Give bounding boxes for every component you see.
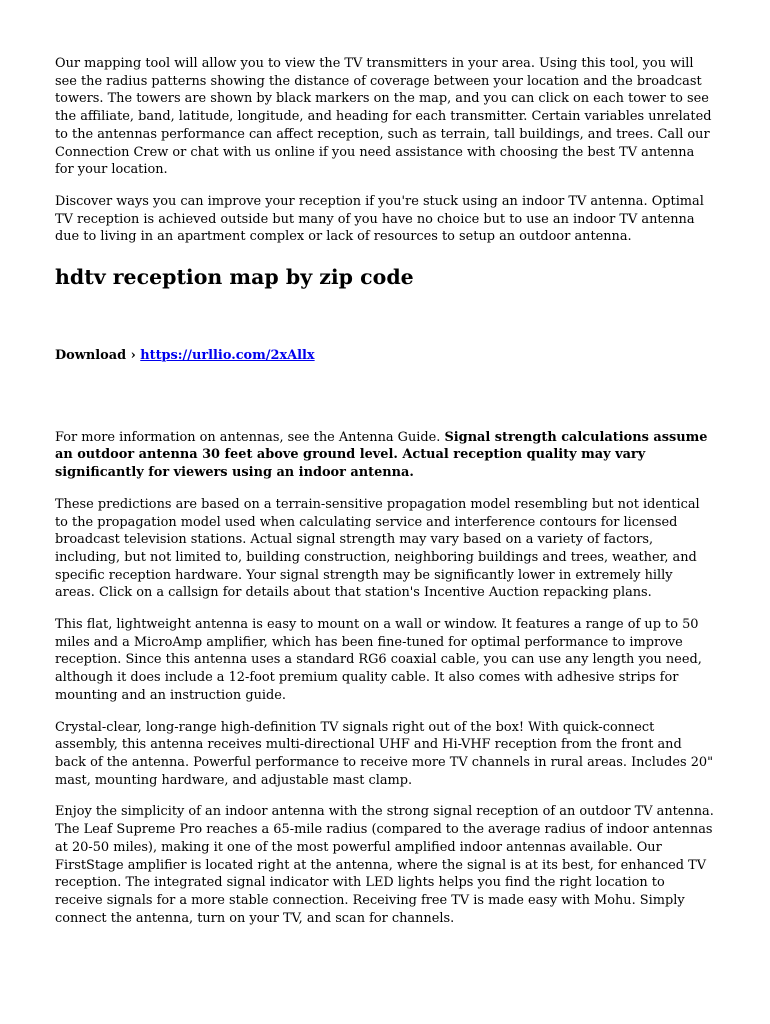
antenna-guide-paragraph [55,429,715,482]
long-range-antenna-paragraph: Crystal-clear, long-range high-definition TV signals right out of the box! With quick-connect assembly, this antenna receives multi-directional UHF and Hi-VHF reception from the front and back of the antenna. Powerful performance to receive more TV channels in rural areas. Includes 20" mast, mounting hardware, and adjustable mast clamp. [55,719,714,788]
leaf-supreme-pro-paragraph: Enjoy the simplicity of an indoor antenna with the strong signal reception of an outdoor TV antenna. The Leaf Supreme Pro reaches a 65-mile radius (compared to the average radius of indoor antennas at 20-50 miles), making it one of the most powerful amplified indoor antennas available. Our FirstStage amplifier is located right at the antenna, where the signal is at its best, for enhanced TV reception. The integrated signal indicator with LED lights helps you find the right location to receive signals for a more stable connection. Receiving free TV is made easy with Mohu. Simply connect the antenna, turn on your TV, and scan for channels. [55,804,714,926]
download-link[interactable]: https://urllio.com/2xAllx [140,348,315,364]
download-label: Download › [55,348,136,364]
flat-antenna-paragraph: This flat, lightweight antenna is easy to mount on a wall or window. It features a range of up to 50 miles and a MicroAmp amplifier, which has been fine-tuned for optimal performance to improve reception. Since this antenna uses a standard RG6 coaxial cable, you can use any length you need, although it does include a 12-foot premium quality cable. It also comes with adhesive strips for mounting and an instruction guide. [55,617,702,703]
predictions-paragraph: These predictions are based on a terrain-sensitive propagation model resembling but not identical to the propagation model used when calculating service and interference contours for licensed broadcast television stations. Actual signal strength may vary based on a variety of factors, including, but not limited to, building construction, neighboring buildings and trees, weather, and specific reception hardware. Your signal strength may be significantly lower in extremely hilly areas. Click on a callsign for details about that station's Incentive Auction repacking plans. [55,496,700,601]
antenna-guide-text: For more information on antennas, see the Antenna Guide. [55,429,445,445]
signal-strength-note: Signal strength calculations assume an outdoor antenna 30 feet above ground level. Actual reception quality may vary significantly for viewers using an indoor antenna. [55,429,708,481]
page-heading: hdtv reception map by zip code [55,265,414,290]
download-line [55,347,715,365]
intro-paragraph-mapping-tool: Our mapping tool will allow you to view the TV transmitters in your area. Using this tool, you will see the radius patterns showing the distance of coverage between your location and the broadcast towers. The towers are shown by black markers on the map, and you can click on each tower to see the affiliate, band, latitude, longitude, and heading for each transmitter. Certain variables unrelated to the antennas performance can affect reception, such as terrain, tall buildings, and trees. Call our Connection Crew or chat with us online if you need assistance with choosing the best TV antenna for your location. [55,56,712,178]
intro-paragraph-indoor-antenna: Discover ways you can improve your reception if you're stuck using an indoor TV antenna. Optimal TV reception is achieved outside but many of you have no choice but to use an indoor TV antenna due to living in an apartment complex or lack of resources to setup an outdoor antenna. [55,193,704,245]
